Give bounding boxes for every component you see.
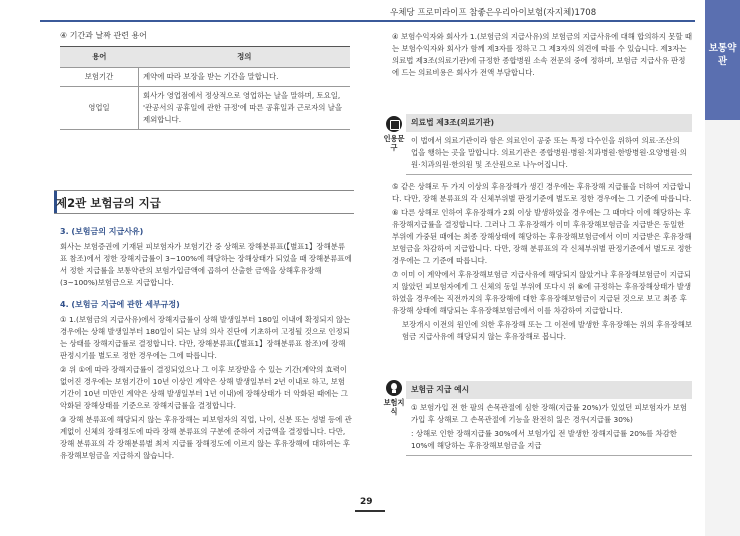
definition-cell: 계약에 따라 보장을 받는 기간을 말합니다. xyxy=(139,68,351,87)
article-3-body: 회사는 보험증권에 기재된 피보험자가 보험기간 중 상해로 장해분류표(【별표1】장해분류표 참조)에서 정한 장해지급률이 3~100%에 해당하는 장해상태가 되었을 때 장해분류표에서 정한 지급률을 보통약관의 보험가입금액에 곱하여 산출한 금액을 상해후유장해(3~100%)보험금으로 지급합니다. xyxy=(60,242,352,287)
example-box-icon-group xyxy=(383,380,405,416)
left-column xyxy=(60,30,350,130)
term-cell: 보험기간 xyxy=(60,68,139,87)
header-divider xyxy=(40,20,695,22)
law-box-text: 이 법에서 의료기관이라 함은 의료인이 공중 또는 특정 다수인을 위하여 의료·조산의 업을 행하는 곳을 말합니다. 의료기관은 종합병원·병원·치과병원·한방병원·요양병원·의원·치과의원·한의원 및 조산원으로 나누어집니다. xyxy=(406,132,692,175)
chapter-title: 제2관 보험금의 지급 xyxy=(56,196,161,210)
article-4-note: 보장개시 이전의 원인에 의한 후유장해 또는 그 이전에 발생한 후유장해는 위의 후유장해보험금 지급사유에 해당되지 않는 후유장해로 봅니다. xyxy=(402,320,693,341)
lightbulb-icon xyxy=(386,380,402,396)
section-label: ④ 기간과 날짜 관련 용어 xyxy=(60,31,147,40)
table-header-term: 용어 xyxy=(60,47,139,68)
section-side-tab[interactable] xyxy=(705,0,740,120)
side-margin xyxy=(705,120,740,536)
article-3-title: 3. (보험금의 지급사유) xyxy=(60,227,144,236)
article-4-item: ② 위 ①에 따라 장해지급률이 결정되었으나 그 이후 보장받을 수 있는 기간(계약의 효력이 없어진 경우에는 보험기간이 10년 이상인 계약은 상해 발생일부터 2년 이내로 하고, 보험기간이 10년 미만인 계약은 상해 발생일부터 1년 이내)에 장해상태가 더 악화된 때에는 그 악화된 장해상태를 기준으로 장해지급률을 결정합니다. xyxy=(60,365,348,410)
example-box xyxy=(406,381,692,456)
header-title: 우체당 프로미라이프 참좋은우리아이보험(자지체)1708 xyxy=(390,8,597,18)
left-body xyxy=(60,226,352,464)
article-4-item: ⑦ 이미 이 계약에서 후유장해보험금 지급사유에 해당되지 않았거나 후유장해보험금이 지급되지 않았던 피보험자에게 그 신체의 동일 부위에 또다시 위 ⑥에 규정하는 후유장해상태가 발생하였을 경우에는 직전까지의 후유장해에 대한 후유장해보험금이 지급된 것으로 보고 최종 후유장해 상태에 해당되는 후유장해보험금에서 이를 차감하여 지급합니다. xyxy=(392,270,692,315)
law-box-icon-group xyxy=(383,116,405,152)
page-number-underline xyxy=(355,510,385,512)
right-column xyxy=(392,31,692,81)
side-tab-label: 보통약관 xyxy=(708,43,737,67)
law-box-side-label: 인용문구 xyxy=(383,134,405,152)
example-box-title: 보험금 지급 예시 xyxy=(406,381,692,399)
page-number: 29 xyxy=(360,497,373,507)
article-4-item: ③ 장해 분류표에 해당되지 않는 후유장해는 피보험자의 직업, 나이, 신분 또는 성별 등에 관계없이 신체의 장해정도에 따라 장해 분류표의 구분에 준하여 지급액을 결정합니다. 다만, 장해 분류표의 각 장해분류별 최저 지급률 장해정도에 이르지 않는 후유장해에 대하여는 후유장해보험금을 지급하지 않습니다. xyxy=(60,415,352,460)
law-box-title: 의료법 제3조(의료기관) xyxy=(406,114,692,132)
article-4-item: ① 1.(보험금의 지급사유)에서 장해지급률이 상해 발생일부터 180일 이내에 확정되지 않는 경우에는 상해 발생일부터 180일이 되는 날의 의사 진단에 기초하여 고정될 것으로 인정되는 상태를 장해지급률로 결정합니다. 다만, 장해분류표(【별표1】장해분류표 참조)에 장해판정시기를 별도로 정한 경우에는 그에 따릅니다. xyxy=(60,315,351,360)
example-line: : 상해로 인한 장해지급률 30%에서 보험가입 전 발생한 장해지급률 20%를 차감한 10%에 해당하는 후유장해보험금을 지급 xyxy=(406,426,692,456)
table-row xyxy=(60,68,350,87)
table-header-definition: 정의 xyxy=(139,47,351,68)
article-4-title: 4. (보험금 지급에 관한 세부규정) xyxy=(60,300,180,309)
chapter-heading xyxy=(54,190,354,214)
example-line: ① 보험가입 전 한 팔의 손목관절에 심한 장해(지급률 20%)가 있었던 피보험자가 보험가입 후 상해로 그 손목관절에 기능을 완전히 잃은 경우(지급률 30%) xyxy=(411,403,687,424)
article-4-item: ⑥ 다른 상해로 인하여 후유장해가 2회 이상 발생하였을 경우에는 그 때마다 이에 해당하는 후유장해지급률을 결정합니다. 그러나 그 후유장해가 이미 후유장해보험금을 지급받은 동일한 부위에 가중된 때에는 최종 장해상태에 해당하는 후유장해보험금에서 이미 지급받은 후유장해보험금을 차감하여 지급합니다. 다만, 장해 분류표의 각 신체부위별 판정기준에서 별도로 정한 경우에는 그 기준에 따릅니다. xyxy=(392,208,692,265)
article-4-item: ⑤ 같은 상해로 두 가지 이상의 후유장해가 생긴 경우에는 후유장해 지급률을 더하여 지급합니다. 다만, 장해 분류표의 각 신체부위별 판정기준에 별도로 정한 경우에는 그 기준에 따릅니다. xyxy=(392,182,692,203)
law-box xyxy=(406,114,692,175)
gavel-icon xyxy=(386,116,402,132)
article-4-item: ④ 보험수익자와 회사가 1.(보험금의 지급사유)의 보험금의 지급사유에 대해 합의하지 못할 때는 보험수익자와 회사가 함께 제3자를 정하고 그 제3자의 의견에 따를 수 있습니다. 제3자는 의료법 제3조(의료기관)에 규정한 종합병원 소속 전문의 중에 정하며, 보험금 지급사유 판정에 드는 의료비용은 회사가 전액 부담합니다. xyxy=(392,32,692,77)
example-box-side-label: 보험지식 xyxy=(383,398,405,416)
definition-cell: 회사가 영업점에서 정상적으로 영업하는 날을 말하며, 토요일, '관공서의 공휴일에 관한 규정'에 따른 공휴일과 근로자의 날을 제외합니다. xyxy=(139,87,351,130)
term-cell: 영업일 xyxy=(60,87,139,130)
term-table xyxy=(60,46,350,130)
table-row xyxy=(60,87,350,130)
right-body xyxy=(392,181,692,345)
